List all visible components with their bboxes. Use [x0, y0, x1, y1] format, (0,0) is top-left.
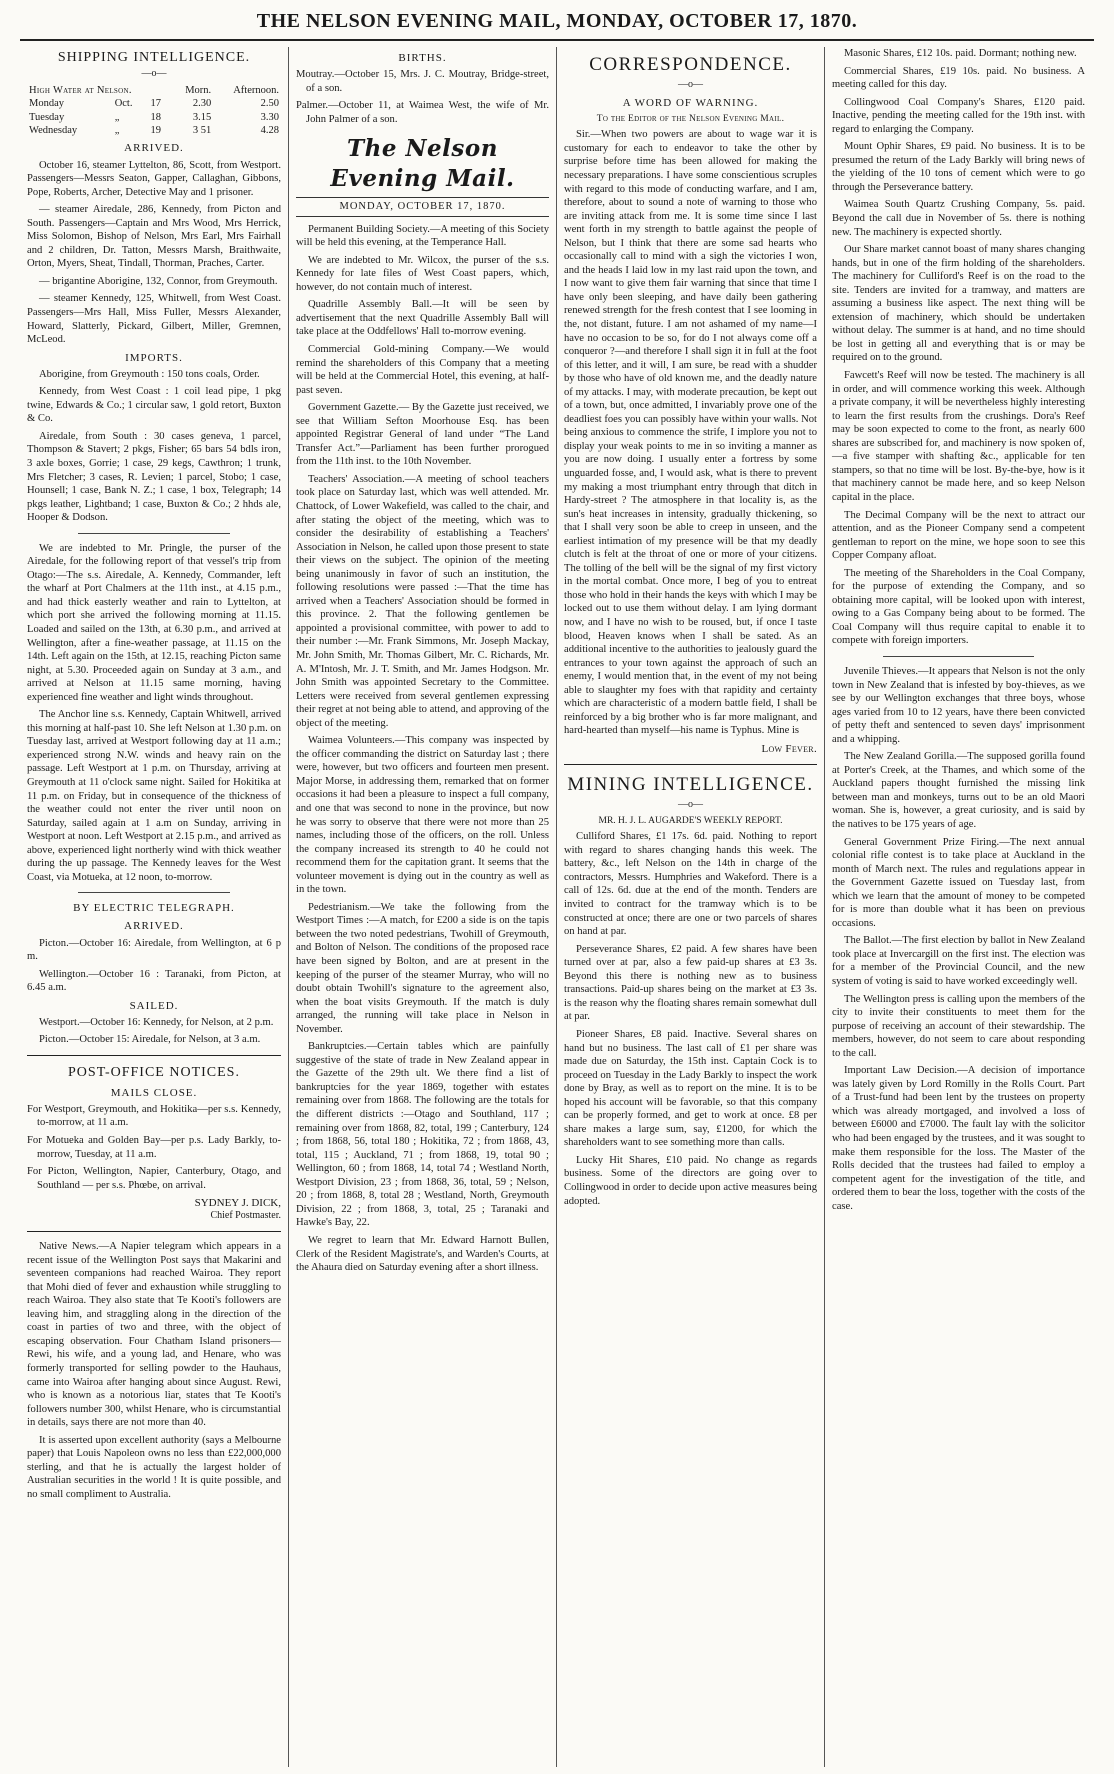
shipping-report: We are indebted to Mr. Pringle, the purser of the Airedale, for the following report of that vessel's trip from Otago:—The s.s. Airedale, A. Kennedy, Commander, left the wharf at Port Chalmers at the 11th inst., at 4.15 p.m., and had thick easterly weather and rain to Lyttelton, at which port she arrived the following morning at 11.15. Loaded and sailed on the 13th, at 6.30 p.m., and arrived at Wellington, after a fine-weather passage, at 11.15 on the 14th. Left again on the 15th, at 12.15, reaching Picton same night, at 5.30. Proceeded again on Sunday at 3 a.m., and arrived at Nelson at 11.15 same morning, having experienced fine weather and light winds throughout. [27, 542, 281, 703]
tides-table [27, 84, 281, 138]
news-item: We regret to learn that Mr. Edward Harnott Bullen, Clerk of the Resident Magistrate's, and Warden's Courts, at the Ahaura died on Saturday evening after a short illness. [296, 1234, 549, 1274]
imports-item: Kennedy, from West Coast : 1 coil lead pipe, 1 pkg twine, Edwards & Co.; 1 circular saw, 1 gold retort, Buxton & Co. [27, 386, 281, 425]
mining-title: MINING INTELLIGENCE. [567, 774, 814, 796]
paper-title: The Nelson Evening Mail. [330, 135, 515, 192]
letter-body: Sir.—When two powers are about to wage war it is customary for each to endeavor to take the other by surprise before time has been allowed for making the necessary preparations. I have some conscientious scruples with regard to this mode of conducting warfare, and I am, therefore, about to sound a note of warning to those who are inviting attack from me. It is some time since I last went forth in my strength to battle against the people of Nelson, but I think that there are some sad hearts who occasionally call to mind with a sigh the victories I won, and the heads I laid low in my last raid upon the town, and I now want to give them fair warning that since that time I have only been sleeping, and have daily been gathering renewed strength for the fresh contest that I see looming in the, not distant, future. I am not ashamed of my name—I have no occasion to be so, for do I not always come off a conqueror ?—and therefore I shall sign it in full at the foot of this letter, and it will, I am sure, be read with a shudder by those who have of old known me, and the deadly nature of my attacks. I may, with moderate precaution, be kept out of a town, but, once admitted, I invariably prove one of the deadliest foes you can possibly have within your walls. Not being anxious to commence the strife, I implore you not to display your weak points to me in so inviting a manner as you are now doing. I usually enter a fortress by some unguarded fosse, and, I would ask, what is there to prevent my making a most triumphant entry through that ditch in Hardy-street ? The atmosphere in that locality is, as the sun's heat increases in intensity, gradually thickening, so that I shall very soon be able to creep in unseen, and the earliest intimation of my presence will be that my deadly clutch is felt at the throat of one or more of your citizens. The tolling of the bell will be the signal of my first victory in the mortal combat. Once more, I beg of you to entreat those who hold in their hands the keys with which I may be locked out to use them without delay. I am lying dormant now, and I have no wish to be roused, but, if once I taste blood, Heaven knows when I shall be sated. As an additional incentive to the authorities to jealously guard the entrances to your town against the approach of such an enemy, I would mention that, in the event of my not being able to slaughter my foes with that rapidity and certainty which are characteristic of a modern battle field, I shall be reinforced by a big brother who is far more malignant, and hard-hearted than myself—his name is Typhus. Mine is [564, 129, 817, 737]
news-item: Waimea Volunteers.—This company was inspected by the officer commanding the district on Saturday last ; there were, however, but two officers and fourteen men present. Major Morse, in addressing them, remarked that on former occasions it had been a pleasure to inspect a full company, and one that was second to none in the province, but now he was sorry to observe that there were not more than 25 names, including those of the officers, on the roll. Unless the company increased its strength to 40 he could not recommend them for the capitation grant. It seems that the volunteer movement is dying out in the country as well as in the town. [296, 735, 549, 896]
divider [27, 1231, 281, 1232]
arrived-item: October 16, steamer Lyttelton, 86, Scott, from Westport. Passengers—Messrs Seaton, Gapper, Callaghan, Gibbons, Pope, Roberts, Archer, Detective May and 1 prisoner. [27, 159, 281, 198]
imports-item: Aborigine, from Greymouth : 150 tons coals, Order. [39, 368, 260, 380]
arrived-item: — brigantine Aborigine, 132, Connor, from Greymouth. [39, 275, 278, 287]
tides-morn: 3 51 [192, 125, 212, 137]
mail-item: For Picton, Wellington, Napier, Canterbury, Otago, and Southland — per s.s. Phœbe, on arrival. [27, 1166, 281, 1191]
mail-item: For Westport, Greymouth, and Hokitika—per s.s. Kennedy, to-morrow, at 11 a.m. [27, 1103, 281, 1129]
news-item: Native News.—A Napier telegram which appears in a recent issue of the Wellington Post says that Makarini and seventeen companions had reached Wairoa. They report that Mohi died of fever and exhaustion while struggling to reach Wairoa. They also state that Te Kooti's followers are leaving him, and straggling along in the direction of the coast in parties of two and three, with the object of escaping observation. Four Chatham Island prisoners—Rewi, his wife, and a young lad, and Henare, who was formerly transported for selling powder to the Hauhaus, came into Wairoa after hanging about since August. Rewi, who is known as a notorious liar, states that Te Kooti's followers number 300, whilst Henare, who is circumstantial in details, says there are not more than 40. [27, 1241, 281, 1429]
tides-month: „ [114, 111, 120, 123]
news-item: General Government Prize Firing.—The next annual colonial rifle contest is to take place at Auckland in the month of March next. The rules and regulations appear in the Government Gazette issued on Tuesday last, from which we learn that the amount of money to be competed for is more than double what it has been on previous occasions. [832, 836, 1085, 929]
mail-item: For Motueka and Golden Bay—per p.s. Lady Barkly, to-morrow, Tuesday, at 11 a.m. [27, 1135, 281, 1160]
tides-row [27, 111, 281, 124]
news-item: It is asserted upon excellent authority (says a Melbourne paper) that Louis Napoleon owns no less than £22,000,000 sterling, and that he is actually the largest holder of Australian securities in the world ! It is quite possible, and no small compliment to Australia. [27, 1434, 281, 1500]
arrived-item: — steamer Kennedy, 125, Whitwell, from West Coast. Passengers—Mrs Hall, Miss Fuller, Messrs Alexander, Howard, Slatterly, Pickard, Gilbert, Miller, Gremnen, McLeod. [27, 293, 281, 346]
mining-item: Waimea South Quartz Crushing Company, 5s. paid. Beyond the call due in November of 5s. there is nothing new. The machinery is expected shortly. [832, 199, 1085, 238]
news-item: Bankruptcies.—Certain tables which are painfully suggestive of the state of trade in New Zealand appear in the Gazette of the 29th ult. We there find a list of bankruptcies for the year 1869, together with estates remaining over from 1868. The following are the totals for the different districts :—Otago and Southland, 117 ; remaining over from 1868, 82, total, 199 ; Canterbury, 124 ; from 1868, 56, total 180 ; Hokitika, 72 ; from 1868, 43, total, 115 ; Auckland, 71 ; from 1868, 19, total 90 ; Wellington, 60 ; from 1868, 14, total 74 ; Westland North, Westport Division, 23 ; from 1868, 36, total, 59 ; Nelson, 20 ; from 1868, 8, total 28 ; Westland, North, Greymouth Division, 22 ; from 1868, 3, total, 25 ; Taranaki and Hawke's Bay, 22. [296, 1041, 549, 1229]
column-4 [824, 47, 1092, 1767]
tides-aft: 3.30 [260, 111, 279, 123]
mining-item: Fawcett's Reef will now be tested. The machinery is all in order, and will commence working this week. Although a private company, it will be nevertheless highly interesting to learn the first results from the crushings. Dora's Reef may be soon expected to come to the front, as nearly 600 shares are subscribed for, and machinery is now spoken of,—a five stamper with shafting &c., applicable for ten stampers, so that no time will be lost. By-the-bye, how is it that machinery cannot be made here, and so keep Nelson capital in the place. [832, 370, 1085, 503]
tides-row [27, 124, 281, 137]
tides-header-label: High Water at Nelson. [29, 84, 132, 96]
telegraph-arrived-item: Wellington.—October 16 : Taranaki, from Picton, at 6.45 a.m. [27, 968, 281, 994]
tides-morn: 2.30 [192, 98, 212, 110]
divider [564, 764, 817, 765]
paper-date: MONDAY, OCTOBER 17, 1870. [296, 197, 549, 216]
correspondence-ornament: —o— [678, 79, 703, 91]
divider [883, 656, 1035, 657]
correspondence-title: CORRESPONDENCE. [589, 54, 792, 75]
tides-morn: 3.15 [192, 111, 212, 123]
news-item: We are indebted to Mr. Wilcox, the purser of the s.s. Kennedy for late files of West Coast papers, which, however, do not contain much of interest. [296, 254, 549, 293]
news-item: Juvenile Thieves.—It appears that Nelson is not the only town in New Zealand that is infested by boy-thieves, as we see by our Wellington exchanges that three boys, whose ages varied from 10 to 12 years, have there been convicted of petty theft and sentenced to seven days' imprisonment and a whipping. [832, 665, 1085, 745]
mining-item: Commercial Shares, £19 10s. paid. No business. A meeting called for this day. [832, 65, 1085, 91]
arrived-item: — steamer Airedale, 286, Kennedy, from Picton and South. Passengers—Captain and Mrs Wood, Mrs Herrick, Miss Solomon, Bishop of Nelson, Mrs Earl, Mrs Fairhall and 2 children, Dr. Tatton, Messrs Marsh, Braithwaite, Orton, Myers, Sheat, Tindall, Thorman, Praches, Carter. [27, 204, 281, 270]
postmaster-signature: SYDNEY J. DICK, [194, 1197, 281, 1210]
mining-item: Our Share market cannot boast of many shares changing hands, but in one of the firm holding of the shareholders. The machinery for Culliford's Reef is on the road to the site. Tenders are invited for a tramway, and matters are assuming a business like aspect. The next thing will be extension of machinery, which should be undertaken without delay. The summer is at hand, and no time should be lost in getting all and everything that is or may be required on to the ground. [832, 244, 1085, 364]
mining-ornament: —o— [678, 799, 703, 811]
mining-item: The Decimal Company will be the next to attract our attention, and as the Pioneer Company send a competent gentleman to report on the mine, we hope soon to see this Copper Company afloat. [832, 509, 1085, 562]
letter-heading: A WORD OF WARNING. [622, 97, 759, 110]
post-office-title: POST-OFFICE NOTICES. [68, 1064, 240, 1080]
mining-subtitle: MR. H. J. L. AUGARDE'S WEEKLY REPORT. [598, 816, 783, 827]
divider [27, 1055, 281, 1056]
shipping-report: The Anchor line s.s. Kennedy, Captain Whitwell, arrived this morning at half-past 10. She left Nelson at 1.30 p.m. on Tuesday last, arrived at Westport following day at 11 a.m.; experienced strong N.W. winds and heavy rain on the passage. Left Westport at 1 p.m. on Thursday, arriving at Greymouth at 11 o'clock same night. Sailed for Hokitika at 11 p.m. on Friday, but in consequence of the thickness of the weather could not enter the river until noon on Saturday, sailed again at 1 a.m on Sunday, arriving in Westport at noon. Left Westport at 2.15 p.m., and arrived as above, experienced light northerly wind with thick weather during the up passage. The Kennedy leaves for the West Coast, via Motueka, at 12 noon, to-morrow. [27, 709, 281, 883]
news-item: Pedestrianism.—We take the following from the Westport Times :—A match, for £200 a side is on the tapis between the two noted pedestrians, Twohill of Greymouth, and Bolton of Nelson. The conditions of the proposed race have been signed by Bolton, and are at present in the keeping of the purser of the steamer Murray, who will no doubt obtain Twohill's signature to the agreement also, when the boat visits Greymouth. If the match is duly arranged, the running will take place in Nelson in November. [296, 901, 549, 1035]
tides-date: 17 [150, 98, 161, 110]
news-item: Important Law Decision.—A decision of importance was lately given by Lord Romilly in the Rolls Court. Part of a Trust-fund had been lent by the trustees on property which was already mortgaged, and involved a loss of between £6000 and £7000. The fault lay with the solicitor who had been engaged by the trustees, and it was sought to make them responsible for the loss. The Master of the Rolls decided that the trustees had failed to employ a competent agent for the investigation of the title, and ordered them to bear the loss, together with the costs of the case. [832, 1065, 1085, 1212]
tides-day: Monday [29, 98, 64, 110]
mining-item: Lucky Hit Shares, £10 paid. No change as regards business. Some of the directors are going over to Collingwood in order to decide upon active measures being adopted. [564, 1154, 817, 1207]
letter-addressee: To the Editor of the Nelson Evening Mail. [596, 114, 785, 125]
letter-signature: Low Fever. [761, 742, 817, 755]
column-2 [288, 47, 556, 1767]
masthead-title: THE NELSON EVENING MAIL, MONDAY, OCTOBER 17, 1870. [20, 10, 1094, 41]
mining-item: Mount Ophir Shares, £9 paid. No business. It is to be presumed the return of the Lady Barkly will bring news of the yielding of the 10 tons of cement which were to go through the Perseverance battery. [832, 141, 1085, 193]
news-item: The Wellington press is calling upon the members of the city to invite their constituents to meet them for the purpose of receiving an account of their stewardship. The members, however, do not seem to care about responding to the call. [832, 993, 1085, 1059]
tides-header-row [27, 84, 281, 97]
mining-item: Pioneer Shares, £8 paid. Inactive. Several shares on hand but no business. The last call of £1 per share was made due on Saturday, the 15th inst. Captain Cock is to proceed on Tuesday in the Lady Barkly to inspect the work done by Bray, as well as to report on the mine. It is to be hoped his account will be favorable, so that this company can be properly formed, and get to work at once. £8 per share makes a large sum, say, £1200, for which the shareholders want to see something more than calls. [564, 1028, 817, 1149]
mining-item: The meeting of the Shareholders in the Coal Company, for the purpose of extending the Company, and so obtaining more capital, will be looked upon with interest, owing to a Gas Company being about to be formed. The Coal Company will thus require capital to enable it to compete with foreign importers. [832, 567, 1085, 647]
columns [20, 47, 1094, 1767]
telegraph-sailed-title: SAILED. [129, 999, 179, 1012]
divider [78, 533, 230, 534]
column-3 [556, 47, 824, 1767]
divider [78, 892, 230, 893]
births-title: BIRTHS. [398, 52, 447, 64]
tides-header-morn: Morn. [185, 84, 212, 96]
mining-item: Masonic Shares, £12 10s. paid. Dormant; nothing new. [844, 48, 1077, 59]
telegraph-title: BY ELECTRIC TELEGRAPH. [73, 902, 235, 915]
telegraph-sailed-item: Westport.—October 16: Kennedy, for Nelson, at 2 p.m. [39, 1016, 274, 1028]
tides-month: „ [114, 125, 120, 137]
tides-date: 18 [150, 111, 161, 123]
telegraph-arrived-item: Picton.—October 16: Airedale, from Wellington, at 6 p m. [27, 937, 281, 963]
shipping-ornament: —o— [141, 67, 167, 79]
column-1 [20, 47, 288, 1767]
arrived-title: ARRIVED. [124, 142, 184, 155]
telegraph-sailed-item: Picton.—October 15: Airedale, for Nelson, at 3 a.m. [39, 1034, 261, 1046]
birth-item: Moutray.—October 15, Mrs. J. C. Moutray, Bridge-street, of a son. [296, 69, 549, 94]
postmaster-title: Chief Postmaster. [210, 1210, 281, 1222]
tides-header-aft: Afternoon. [233, 84, 279, 96]
news-item: Commercial Gold-mining Company.—We would remind the shareholders of this Company that a meeting will be held at the Commercial Hotel, this evening, at half-past seven. [296, 343, 549, 396]
mining-item: Perseverance Shares, £2 paid. A few shares have been turned over at par, also a few paid-up shares at £3 3s. Beyond this there is nothing new as to business transactions. Paid-up shares being on the market at £3 3s. is the reason why the floating shares remain somewhat dull at par. [564, 943, 817, 1023]
birth-item: Palmer.—October 11, at Waimea West, the wife of Mr. John Palmer of a son. [296, 100, 549, 125]
mining-item: Collingwood Coal Company's Shares, £120 paid. Inactive, pending the meeting called for the 19th inst. with regard to enlarging the Company. [832, 96, 1085, 135]
telegraph-arrived-title: ARRIVED. [124, 920, 184, 933]
news-item: Government Gazette.— By the Gazette just received, we see that William Sefton Moorhouse Esq. has been appointed Registrar General of land under “The Land Transfer Act.”—Parliament has been further prorogued from the 11th inst. to the 10th November. [296, 402, 549, 468]
tides-day: Tuesday [29, 111, 65, 123]
tides-day: Wednesday [29, 125, 78, 137]
shipping-title: SHIPPING INTELLIGENCE. [57, 50, 251, 65]
news-item: Quadrille Assembly Ball.—It will be seen by advertisement that the next Quadrille Assembly Ball will take place at the Oddfellows' Hall to-morrow evening. [296, 299, 549, 338]
tides-date: 19 [150, 125, 161, 137]
news-item: Permanent Building Society.—A meeting of this Society will be held this evening, at the Temperance Hall. [296, 223, 549, 249]
mails-close-title: MAILS CLOSE. [110, 1086, 198, 1099]
tides-aft: 4.28 [260, 125, 279, 137]
news-item: The New Zealand Gorilla.—The supposed gorilla found at Porter's Creek, at the Thames, and which some of the Auckland papers thought furnished the missing link between man and monkeys, turns out to be an old Maori woman. She is, however, a great curiosity, and is said by the natives to be 175 years of age. [832, 751, 1085, 830]
imports-item: Airedale, from South : 30 cases geneva, 1 parcel, Thompson & Stavert; 2 pkgs, Fisher; 65 bars 54 bdls iron, 3 axle boxes, Gorrie; 1 case, 29 kegs, Cawthron; 1 trunk, Mrs Fletcher; 3 cases, R. Levien; 1 parcel, Stobo; 1 case, Hounsell; 1 case, Bank N. Z.; 1 case, 1 box, Telegraph; 14 pkgs leather, Lightband; 1 case, Buxton & Co.; 2 hhds ale, Hooper & Dodson. [27, 430, 281, 524]
tides-aft: 2.50 [260, 98, 279, 110]
imports-title: IMPORTS. [125, 351, 183, 364]
tides-row [27, 97, 281, 110]
tides-month: Oct. [114, 98, 133, 110]
news-item: Teachers' Association.—A meeting of school teachers took place on Saturday last, which was well attended. Mr. Chattock, of Lower Wakefield, was called to the chair, and after stating the object of the meeting, which was to consider the desirability of establishing a Teachers' Association in Nelson, he called upon those present to state their views on the subject. The opinion of the meeting being unanimously in favor of such an institution, the following resolutions were passed :—That the time has arrived when a Teachers' Association should be formed in this province. 2. That the following gentlemen be appointed a provisional committee, with power to add to their number :—Mr. Frank Simmons, Mr. Joseph Mackay, Mr. John Smith, Mr. Thomas Gilbert, Mr. C. Richards, Mr. A. M'Intosh, Mr. J. T. Smith, and Mr. James Hodgson. Mr. John Smith was appointed Secretary to the Committee. Letters were received from several gentlemen expressing their regret at not being able to attend, and approving of the object of the meeting. [296, 473, 549, 729]
news-item: The Ballot.—The first election by ballot in New Zealand took place at Invercargill on the first inst. The election was for a member of the Provincial Council, and the new system of voting is said to have worked exceedingly well. [832, 935, 1085, 987]
mining-item: Culliford Shares, £1 17s. 6d. paid. Nothing to report with regard to shares changing hands this week. The battery, &c., left Nelson on the 14th in charge of the contractors, Messrs. Humphries and Wakeford. There is a call of 12s. 6d. due at the end of the month. Tenders are invited to contract for the tramway which is to be constructed at once; there are one or two parcels of shares on hand at par. [564, 831, 817, 938]
